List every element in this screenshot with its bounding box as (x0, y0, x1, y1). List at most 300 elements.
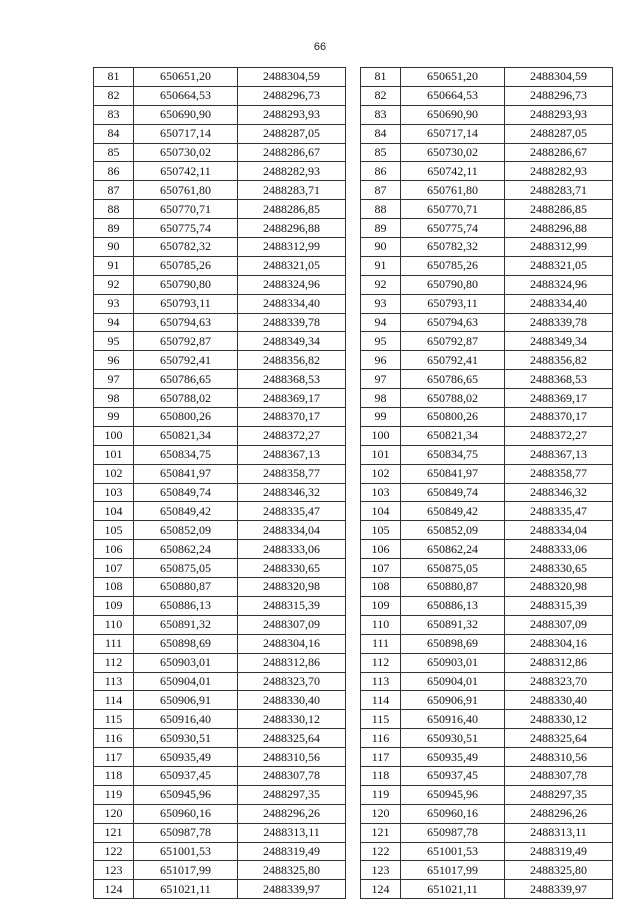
x-coordinate-cell: 650794,63 (134, 313, 238, 332)
y-coordinate-cell: 2488293,93 (238, 105, 346, 124)
point-number-cell: 119 (361, 785, 401, 804)
table-row (94, 332, 346, 351)
x-coordinate-cell: 650792,41 (134, 351, 238, 370)
table-row (361, 691, 613, 710)
point-number-cell: 95 (94, 332, 134, 351)
x-coordinate-cell: 650800,26 (401, 408, 505, 427)
table-row (94, 540, 346, 559)
x-coordinate-cell: 650875,05 (401, 559, 505, 578)
point-number-cell: 105 (94, 521, 134, 540)
x-coordinate-cell: 650794,63 (401, 313, 505, 332)
table-row (361, 181, 613, 200)
point-number-cell: 87 (361, 181, 401, 200)
y-coordinate-cell: 2488335,47 (505, 502, 613, 521)
point-number-cell: 106 (361, 540, 401, 559)
x-coordinate-cell: 650786,65 (401, 370, 505, 389)
point-number-cell: 107 (361, 559, 401, 578)
y-coordinate-cell: 2488324,96 (505, 275, 613, 294)
y-coordinate-cell: 2488334,04 (238, 521, 346, 540)
x-coordinate-cell: 650690,90 (134, 105, 238, 124)
x-coordinate-cell: 650880,87 (401, 578, 505, 597)
x-coordinate-cell: 650862,24 (401, 540, 505, 559)
x-coordinate-cell: 651001,53 (401, 842, 505, 861)
y-coordinate-cell: 2488330,65 (238, 559, 346, 578)
x-coordinate-cell: 650782,32 (134, 238, 238, 257)
table-row (94, 162, 346, 181)
y-coordinate-cell: 2488283,71 (238, 181, 346, 200)
x-coordinate-cell: 650849,74 (401, 483, 505, 502)
x-coordinate-cell: 650664,53 (401, 86, 505, 105)
x-coordinate-cell: 650916,40 (134, 710, 238, 729)
table-row (361, 351, 613, 370)
page-number: 66 (313, 41, 327, 53)
point-number-cell: 92 (94, 275, 134, 294)
table-row (94, 86, 346, 105)
x-coordinate-cell: 651017,99 (134, 861, 238, 880)
y-coordinate-cell: 2488370,17 (505, 408, 613, 427)
table-row (361, 521, 613, 540)
point-number-cell: 102 (94, 464, 134, 483)
y-coordinate-cell: 2488358,77 (505, 464, 613, 483)
x-coordinate-cell: 650717,14 (401, 124, 505, 143)
y-coordinate-cell: 2488339,97 (238, 880, 346, 899)
table-row (361, 238, 613, 257)
x-coordinate-cell: 650849,42 (401, 502, 505, 521)
y-coordinate-cell: 2488304,59 (505, 68, 613, 87)
y-coordinate-cell: 2488296,26 (238, 804, 346, 823)
point-number-cell: 121 (361, 823, 401, 842)
y-coordinate-cell: 2488356,82 (505, 351, 613, 370)
table-row (361, 143, 613, 162)
y-coordinate-cell: 2488339,78 (505, 313, 613, 332)
table-row (361, 313, 613, 332)
table-row (361, 294, 613, 313)
y-coordinate-cell: 2488325,64 (238, 729, 346, 748)
x-coordinate-cell: 650664,53 (134, 86, 238, 105)
x-coordinate-cell: 650898,69 (134, 634, 238, 653)
y-coordinate-cell: 2488297,35 (238, 785, 346, 804)
table-row (361, 748, 613, 767)
table-row (94, 238, 346, 257)
y-coordinate-cell: 2488323,70 (505, 672, 613, 691)
point-number-cell: 97 (361, 370, 401, 389)
table-row (361, 672, 613, 691)
coordinates-table-right (360, 67, 613, 899)
table-row (361, 710, 613, 729)
y-coordinate-cell: 2488304,16 (238, 634, 346, 653)
point-number-cell: 106 (94, 540, 134, 559)
x-coordinate-cell: 650852,09 (401, 521, 505, 540)
point-number-cell: 86 (361, 162, 401, 181)
y-coordinate-cell: 2488368,53 (505, 370, 613, 389)
point-number-cell: 94 (94, 313, 134, 332)
y-coordinate-cell: 2488287,05 (505, 124, 613, 143)
table-row (94, 408, 346, 427)
y-coordinate-cell: 2488323,70 (238, 672, 346, 691)
x-coordinate-cell: 650960,16 (134, 804, 238, 823)
point-number-cell: 103 (361, 483, 401, 502)
table-row (361, 785, 613, 804)
x-coordinate-cell: 650891,32 (401, 615, 505, 634)
x-coordinate-cell: 650786,65 (134, 370, 238, 389)
table-row (361, 615, 613, 634)
point-number-cell: 112 (361, 653, 401, 672)
table-row (94, 766, 346, 785)
point-number-cell: 83 (94, 105, 134, 124)
y-coordinate-cell: 2488367,13 (505, 445, 613, 464)
point-number-cell: 120 (361, 804, 401, 823)
point-number-cell: 109 (361, 596, 401, 615)
table-row (361, 634, 613, 653)
x-coordinate-cell: 650987,78 (401, 823, 505, 842)
table-row (94, 842, 346, 861)
point-number-cell: 83 (361, 105, 401, 124)
x-coordinate-cell: 650790,80 (134, 275, 238, 294)
point-number-cell: 91 (361, 256, 401, 275)
table-row (94, 426, 346, 445)
table-row (361, 68, 613, 87)
y-coordinate-cell: 2488315,39 (505, 596, 613, 615)
x-coordinate-cell: 650849,42 (134, 502, 238, 521)
x-coordinate-cell: 650891,32 (134, 615, 238, 634)
x-coordinate-cell: 650782,32 (401, 238, 505, 257)
point-number-cell: 124 (361, 880, 401, 899)
y-coordinate-cell: 2488307,78 (238, 766, 346, 785)
table-row (94, 596, 346, 615)
table-row (361, 729, 613, 748)
x-coordinate-cell: 650651,20 (401, 68, 505, 87)
y-coordinate-cell: 2488321,05 (505, 256, 613, 275)
point-number-cell: 99 (94, 408, 134, 427)
x-coordinate-cell: 650800,26 (134, 408, 238, 427)
point-number-cell: 115 (361, 710, 401, 729)
x-coordinate-cell: 650651,20 (134, 68, 238, 87)
y-coordinate-cell: 2488319,49 (505, 842, 613, 861)
point-number-cell: 91 (94, 256, 134, 275)
y-coordinate-cell: 2488333,06 (238, 540, 346, 559)
x-coordinate-cell: 650785,26 (134, 256, 238, 275)
table-row (94, 804, 346, 823)
y-coordinate-cell: 2488320,98 (505, 578, 613, 597)
point-number-cell: 100 (94, 426, 134, 445)
x-coordinate-cell: 650937,45 (401, 766, 505, 785)
y-coordinate-cell: 2488325,64 (505, 729, 613, 748)
point-number-cell: 96 (94, 351, 134, 370)
table-row (361, 861, 613, 880)
point-number-cell: 113 (361, 672, 401, 691)
point-number-cell: 100 (361, 426, 401, 445)
table-row (94, 823, 346, 842)
table-row (94, 389, 346, 408)
point-number-cell: 89 (94, 219, 134, 238)
point-number-cell: 111 (94, 634, 134, 653)
point-number-cell: 90 (94, 238, 134, 257)
point-number-cell: 101 (94, 445, 134, 464)
y-coordinate-cell: 2488296,73 (238, 86, 346, 105)
y-coordinate-cell: 2488370,17 (238, 408, 346, 427)
x-coordinate-cell: 650945,96 (134, 785, 238, 804)
x-coordinate-cell: 650770,71 (134, 200, 238, 219)
y-coordinate-cell: 2488307,09 (505, 615, 613, 634)
point-number-cell: 82 (361, 86, 401, 105)
point-number-cell: 114 (361, 691, 401, 710)
table-row (361, 540, 613, 559)
x-coordinate-cell: 650903,01 (401, 653, 505, 672)
point-number-cell: 88 (361, 200, 401, 219)
y-coordinate-cell: 2488334,04 (505, 521, 613, 540)
point-number-cell: 104 (361, 502, 401, 521)
x-coordinate-cell: 650761,80 (134, 181, 238, 200)
point-number-cell: 93 (361, 294, 401, 313)
x-coordinate-cell: 650775,74 (401, 219, 505, 238)
x-coordinate-cell: 650904,01 (401, 672, 505, 691)
point-number-cell: 108 (361, 578, 401, 597)
y-coordinate-cell: 2488325,80 (505, 861, 613, 880)
point-number-cell: 82 (94, 86, 134, 105)
y-coordinate-cell: 2488369,17 (238, 389, 346, 408)
x-coordinate-cell: 650937,45 (134, 766, 238, 785)
point-number-cell: 84 (361, 124, 401, 143)
table-row (361, 256, 613, 275)
point-number-cell: 122 (361, 842, 401, 861)
table-row (361, 219, 613, 238)
table-row (94, 313, 346, 332)
y-coordinate-cell: 2488325,80 (238, 861, 346, 880)
table-row (94, 143, 346, 162)
table-row (361, 842, 613, 861)
y-coordinate-cell: 2488319,49 (238, 842, 346, 861)
point-number-cell: 87 (94, 181, 134, 200)
table-row (361, 275, 613, 294)
table-row (94, 445, 346, 464)
point-number-cell: 90 (361, 238, 401, 257)
y-coordinate-cell: 2488372,27 (238, 426, 346, 445)
table-row (361, 124, 613, 143)
point-number-cell: 122 (94, 842, 134, 861)
x-coordinate-cell: 650862,24 (134, 540, 238, 559)
point-number-cell: 112 (94, 653, 134, 672)
x-coordinate-cell: 650792,87 (134, 332, 238, 351)
point-number-cell: 114 (94, 691, 134, 710)
y-coordinate-cell: 2488334,40 (505, 294, 613, 313)
y-coordinate-cell: 2488296,26 (505, 804, 613, 823)
x-coordinate-cell: 650742,11 (134, 162, 238, 181)
x-coordinate-cell: 650945,96 (401, 785, 505, 804)
point-number-cell: 89 (361, 219, 401, 238)
table-row (361, 370, 613, 389)
table-row (94, 464, 346, 483)
table-row (94, 294, 346, 313)
table-row (94, 256, 346, 275)
table-row (94, 351, 346, 370)
table-row (361, 578, 613, 597)
x-coordinate-cell: 650730,02 (401, 143, 505, 162)
x-coordinate-cell: 650717,14 (134, 124, 238, 143)
point-number-cell: 96 (361, 351, 401, 370)
table-row (94, 502, 346, 521)
y-coordinate-cell: 2488372,27 (505, 426, 613, 445)
table-row (361, 332, 613, 351)
x-coordinate-cell: 650821,34 (134, 426, 238, 445)
y-coordinate-cell: 2488334,40 (238, 294, 346, 313)
x-coordinate-cell: 650930,51 (401, 729, 505, 748)
y-coordinate-cell: 2488320,98 (238, 578, 346, 597)
y-coordinate-cell: 2488330,12 (505, 710, 613, 729)
y-coordinate-cell: 2488358,77 (238, 464, 346, 483)
table-row (94, 521, 346, 540)
x-coordinate-cell: 651021,11 (134, 880, 238, 899)
x-coordinate-cell: 650898,69 (401, 634, 505, 653)
y-coordinate-cell: 2488339,97 (505, 880, 613, 899)
x-coordinate-cell: 650852,09 (134, 521, 238, 540)
y-coordinate-cell: 2488286,85 (505, 200, 613, 219)
x-coordinate-cell: 650742,11 (401, 162, 505, 181)
x-coordinate-cell: 650790,80 (401, 275, 505, 294)
y-coordinate-cell: 2488330,12 (238, 710, 346, 729)
x-coordinate-cell: 650788,02 (401, 389, 505, 408)
y-coordinate-cell: 2488315,39 (238, 596, 346, 615)
y-coordinate-cell: 2488286,67 (505, 143, 613, 162)
point-number-cell: 81 (361, 68, 401, 87)
y-coordinate-cell: 2488307,09 (238, 615, 346, 634)
x-coordinate-cell: 650930,51 (134, 729, 238, 748)
point-number-cell: 104 (94, 502, 134, 521)
table-row (361, 823, 613, 842)
x-coordinate-cell: 650841,97 (401, 464, 505, 483)
table-row (361, 559, 613, 578)
point-number-cell: 117 (361, 748, 401, 767)
table-row (361, 200, 613, 219)
point-number-cell: 92 (361, 275, 401, 294)
y-coordinate-cell: 2488293,93 (505, 105, 613, 124)
table-row (361, 502, 613, 521)
y-coordinate-cell: 2488286,67 (238, 143, 346, 162)
x-coordinate-cell: 650849,74 (134, 483, 238, 502)
table-row (361, 426, 613, 445)
table-row (94, 370, 346, 389)
table-row (94, 578, 346, 597)
table-row (361, 880, 613, 899)
point-number-cell: 110 (361, 615, 401, 634)
table-row (361, 483, 613, 502)
point-number-cell: 113 (94, 672, 134, 691)
y-coordinate-cell: 2488307,78 (505, 766, 613, 785)
table-row (94, 181, 346, 200)
y-coordinate-cell: 2488287,05 (238, 124, 346, 143)
y-coordinate-cell: 2488312,86 (238, 653, 346, 672)
point-number-cell: 107 (94, 559, 134, 578)
table-row (361, 464, 613, 483)
table-row (94, 748, 346, 767)
y-coordinate-cell: 2488333,06 (505, 540, 613, 559)
table-row (94, 880, 346, 899)
point-number-cell: 102 (361, 464, 401, 483)
y-coordinate-cell: 2488296,73 (505, 86, 613, 105)
y-coordinate-cell: 2488330,65 (505, 559, 613, 578)
y-coordinate-cell: 2488346,32 (505, 483, 613, 502)
table-row (94, 200, 346, 219)
table-row (94, 68, 346, 87)
x-coordinate-cell: 650788,02 (134, 389, 238, 408)
table-row (361, 105, 613, 124)
x-coordinate-cell: 650916,40 (401, 710, 505, 729)
point-number-cell: 121 (94, 823, 134, 842)
x-coordinate-cell: 650761,80 (401, 181, 505, 200)
point-number-cell: 81 (94, 68, 134, 87)
x-coordinate-cell: 651001,53 (134, 842, 238, 861)
table-row (94, 691, 346, 710)
point-number-cell: 93 (94, 294, 134, 313)
x-coordinate-cell: 650730,02 (134, 143, 238, 162)
x-coordinate-cell: 650834,75 (134, 445, 238, 464)
table-row (361, 86, 613, 105)
point-number-cell: 120 (94, 804, 134, 823)
y-coordinate-cell: 2488310,56 (505, 748, 613, 767)
table-row (94, 634, 346, 653)
y-coordinate-cell: 2488286,85 (238, 200, 346, 219)
x-coordinate-cell: 650770,71 (401, 200, 505, 219)
y-coordinate-cell: 2488321,05 (238, 256, 346, 275)
y-coordinate-cell: 2488304,59 (238, 68, 346, 87)
y-coordinate-cell: 2488335,47 (238, 502, 346, 521)
x-coordinate-cell: 650775,74 (134, 219, 238, 238)
y-coordinate-cell: 2488369,17 (505, 389, 613, 408)
y-coordinate-cell: 2488346,32 (238, 483, 346, 502)
x-coordinate-cell: 651021,11 (401, 880, 505, 899)
x-coordinate-cell: 650903,01 (134, 653, 238, 672)
y-coordinate-cell: 2488282,93 (505, 162, 613, 181)
table-row (361, 445, 613, 464)
y-coordinate-cell: 2488282,93 (238, 162, 346, 181)
table-row (94, 219, 346, 238)
x-coordinate-cell: 650886,13 (401, 596, 505, 615)
y-coordinate-cell: 2488297,35 (505, 785, 613, 804)
point-number-cell: 85 (361, 143, 401, 162)
x-coordinate-cell: 650875,05 (134, 559, 238, 578)
y-coordinate-cell: 2488324,96 (238, 275, 346, 294)
table-row (94, 615, 346, 634)
point-number-cell: 119 (94, 785, 134, 804)
table-row (94, 785, 346, 804)
table-row (94, 275, 346, 294)
y-coordinate-cell: 2488312,99 (238, 238, 346, 257)
x-coordinate-cell: 650987,78 (134, 823, 238, 842)
table-row (94, 710, 346, 729)
x-coordinate-cell: 650906,91 (134, 691, 238, 710)
x-coordinate-cell: 650935,49 (401, 748, 505, 767)
point-number-cell: 84 (94, 124, 134, 143)
table-row (94, 124, 346, 143)
table-row (361, 653, 613, 672)
point-number-cell: 88 (94, 200, 134, 219)
x-coordinate-cell: 650785,26 (401, 256, 505, 275)
y-coordinate-cell: 2488310,56 (238, 748, 346, 767)
x-coordinate-cell: 650886,13 (134, 596, 238, 615)
table-row (94, 729, 346, 748)
point-number-cell: 118 (94, 766, 134, 785)
x-coordinate-cell: 650880,87 (134, 578, 238, 597)
x-coordinate-cell: 650792,87 (401, 332, 505, 351)
point-number-cell: 115 (94, 710, 134, 729)
y-coordinate-cell: 2488368,53 (238, 370, 346, 389)
table-row (94, 105, 346, 124)
point-number-cell: 118 (361, 766, 401, 785)
point-number-cell: 124 (94, 880, 134, 899)
y-coordinate-cell: 2488330,40 (505, 691, 613, 710)
y-coordinate-cell: 2488304,16 (505, 634, 613, 653)
x-coordinate-cell: 650793,11 (401, 294, 505, 313)
y-coordinate-cell: 2488367,13 (238, 445, 346, 464)
